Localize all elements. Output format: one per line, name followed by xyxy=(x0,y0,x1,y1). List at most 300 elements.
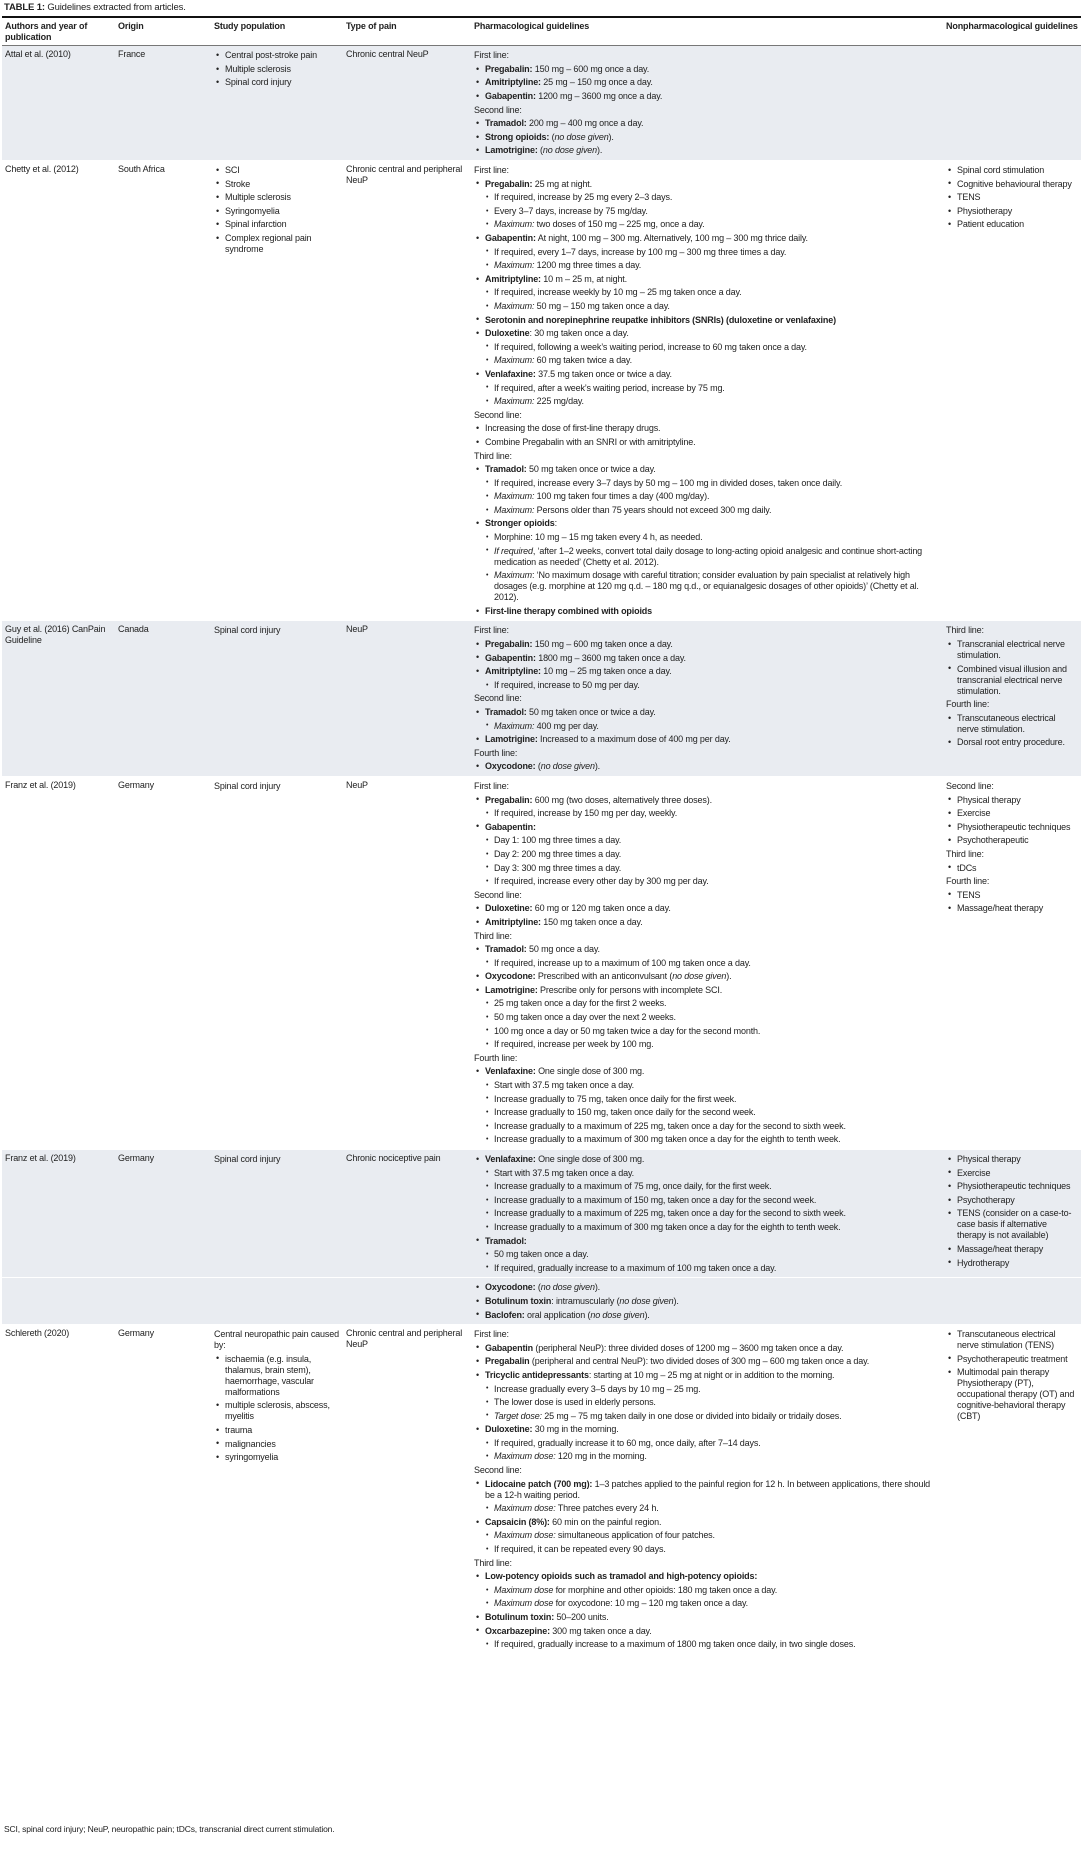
nonpharmacological-cell xyxy=(943,1149,1081,1277)
pharm-item xyxy=(474,504,940,518)
pharm-item xyxy=(474,327,940,341)
pharm-item xyxy=(474,232,940,246)
pharm-item xyxy=(474,205,940,219)
pharm-item xyxy=(474,793,940,807)
text-segment: no dose given xyxy=(619,1295,674,1306)
text-segment: Physical therapy xyxy=(957,1154,1021,1165)
text-segment: One single dose of 300 mg. xyxy=(535,1066,645,1077)
text-segment: 1800 mg – 3600 mg taken once a day. xyxy=(535,652,686,663)
text-segment: Second line: xyxy=(474,1465,522,1476)
text-segment: Botulinum toxin: xyxy=(485,1612,555,1623)
text-segment: 37.5 mg taken once or twice a day. xyxy=(535,368,672,379)
pharm-item xyxy=(474,490,940,504)
text-segment: Duloxetine: xyxy=(485,1424,533,1435)
nonpharmacological-cell xyxy=(943,46,1081,161)
header-pain-type: Type of pain xyxy=(346,21,397,31)
text-segment: Increasing the dose of first-line therapy drugs. xyxy=(485,423,661,434)
pharm-heading xyxy=(474,449,940,463)
pharm-item xyxy=(474,1065,940,1079)
header-pharmacological: Pharmacological guidelines xyxy=(474,21,590,31)
text-segment: : starting at 10 mg – 25 mg at night or in addition to the morning. xyxy=(588,1369,835,1380)
text-segment: : xyxy=(554,518,557,529)
text-segment: Maximum: xyxy=(494,300,535,311)
population-item xyxy=(214,1352,340,1399)
pharm-item xyxy=(474,1516,940,1530)
text-segment: Central neuropathic pain caused by: xyxy=(214,1329,339,1351)
population-item xyxy=(214,205,340,219)
pharm-item xyxy=(474,665,940,679)
header-population: Study population xyxy=(214,21,286,31)
text-segment: , ‘after 1–2 weeks, convert total daily dosage to long-acting opioid analgesic and continue short-acting medication as needed’ (Chetty et al. 2012). xyxy=(494,545,923,567)
text-segment: Fourth line: xyxy=(946,876,990,887)
text-segment: Maximum dose xyxy=(494,1584,554,1595)
text-segment: Low-potency opioids such as tramadol and high-potency opioids: xyxy=(485,1571,758,1582)
pain-type-cell: Chronic nociceptive pain xyxy=(343,1149,471,1277)
pharm-item xyxy=(474,569,940,605)
text-segment: Increased to a maximum dose of 400 mg per day. xyxy=(537,734,731,745)
text-segment: Physiotherapeutic techniques xyxy=(957,821,1071,832)
pharm-item xyxy=(474,902,940,916)
nonpharm-item xyxy=(946,638,1078,663)
text-segment: Pregabalin: xyxy=(485,63,533,74)
text-segment: Third line: xyxy=(474,930,512,941)
pharm-item xyxy=(474,1341,940,1355)
table-header xyxy=(2,17,1081,46)
pharm-heading xyxy=(474,929,940,943)
text-segment: Venlafaxine: xyxy=(485,368,536,379)
text-segment: Increase gradually to a maximum of 225 mg, taken once a day for the second to sixth week. xyxy=(494,1120,846,1131)
text-segment: Amitriptyline: xyxy=(485,273,541,284)
text-segment: 50 mg taken once or twice a day. xyxy=(526,464,656,475)
text-segment: Lamotrigine: xyxy=(485,145,538,156)
header-origin: Origin xyxy=(118,21,144,31)
text-segment: 60 mg taken twice a day. xyxy=(534,355,632,366)
pharm-item xyxy=(474,340,940,354)
text-segment: no dose given xyxy=(554,131,609,142)
text-segment: 400 mg per day. xyxy=(534,720,599,731)
population-heading xyxy=(214,780,340,794)
pharm-item xyxy=(474,218,940,232)
pharm-item xyxy=(474,1166,940,1180)
text-segment: Third line: xyxy=(474,1557,512,1568)
nonpharm-item xyxy=(946,1328,1078,1353)
pain-type-cell: NeuP xyxy=(346,779,368,790)
text-segment: Transcutaneous electrical nerve stimulation (TENS) xyxy=(957,1329,1056,1351)
pharm-heading xyxy=(474,624,940,638)
pharm-item xyxy=(474,1092,940,1106)
text-segment: 25 mg – 75 mg taken daily in one dose or divided into bidaily or tridaily doses. xyxy=(541,1410,842,1421)
pharmacological-cell xyxy=(471,1149,943,1277)
text-segment: Cognitive behavioural therapy xyxy=(957,178,1072,189)
pharm-heading xyxy=(474,1052,940,1066)
pharm-item xyxy=(474,916,940,930)
text-segment: Day 3: 300 mg three times a day. xyxy=(494,862,622,873)
pharm-item xyxy=(474,970,940,984)
text-segment: 25 mg – 150 mg once a day. xyxy=(540,77,653,88)
text-segment: If required, increase to 50 mg per day. xyxy=(494,679,640,690)
nonpharm-heading xyxy=(946,875,1078,889)
text-segment: Complex regional pain syndrome xyxy=(225,233,312,255)
pharm-heading xyxy=(474,1328,940,1342)
text-segment: ). xyxy=(594,761,601,772)
text-segment: If required, increase weekly by 10 mg – 25 mg taken once a day. xyxy=(494,287,742,298)
table-row xyxy=(2,776,1081,1149)
pharm-item xyxy=(474,259,940,273)
text-segment: Botulinum toxin xyxy=(485,1295,552,1306)
text-segment: ). xyxy=(594,1282,601,1293)
text-segment: If required, gradually increase it to 60 mg, once daily, after 7–14 days. xyxy=(494,1437,761,1448)
population-item xyxy=(214,1399,340,1424)
origin-cell: Germany xyxy=(115,1149,211,1277)
text-segment: 25 mg taken once a day for the first 2 weeks. xyxy=(494,998,667,1009)
text-segment: Lidocaine patch (700 mg): xyxy=(485,1478,593,1489)
nonpharm-item xyxy=(946,662,1078,698)
text-segment: Tricyclic antidepressants xyxy=(485,1369,589,1380)
population-cell xyxy=(211,160,343,620)
pharmacological-cell xyxy=(471,776,943,1149)
population-cell xyxy=(211,1324,343,1654)
authors-cell: Franz et al. (2019) xyxy=(2,1149,115,1277)
table-row xyxy=(2,160,1081,620)
text-segment: Exercise xyxy=(957,1167,991,1178)
pharm-item xyxy=(474,1194,940,1208)
text-segment: Day 1: 100 mg three times a day. xyxy=(494,835,622,846)
text-segment: If required, increase by 150 mg per day, weekly. xyxy=(494,808,678,819)
pharm-item xyxy=(474,1570,940,1584)
table-row xyxy=(2,1149,1081,1277)
text-segment: If required, it can be repeated every 90 days. xyxy=(494,1544,666,1555)
nonpharm-item xyxy=(946,205,1078,219)
text-segment: Stroke xyxy=(225,178,251,189)
nonpharm-item xyxy=(946,1207,1078,1243)
text-segment: Central post-stroke pain xyxy=(225,50,317,61)
text-segment: Oxycodone: xyxy=(485,971,536,982)
text-segment: malignancies xyxy=(225,1438,276,1449)
text-segment: Maximum: xyxy=(494,355,535,366)
text-segment: ( xyxy=(535,761,541,772)
text-segment: Spinal cord injury xyxy=(214,780,281,791)
text-segment: 150 mg – 600 mg once a day. xyxy=(532,63,650,74)
text-segment: oral application ( xyxy=(524,1309,591,1320)
text-segment: First-line therapy combined with opioids xyxy=(485,605,653,616)
text-segment: If required, following a week’s waiting period, increase to 60 mg taken once a day. xyxy=(494,341,807,352)
text-segment: If required, increase every other day by 300 mg per day. xyxy=(494,876,709,887)
nonpharmacological-cell xyxy=(943,621,1081,777)
text-segment: tDCs xyxy=(957,862,977,873)
pharm-item xyxy=(474,861,940,875)
text-segment: Physiotherapeutic techniques xyxy=(957,1181,1071,1192)
text-segment: no dose given xyxy=(672,971,727,982)
pharm-item xyxy=(474,544,940,569)
pharm-item xyxy=(474,1584,940,1598)
text-segment: 1200 mg three times a day. xyxy=(534,260,642,271)
text-segment: Spinal cord injury xyxy=(214,1154,281,1165)
pharm-item xyxy=(474,381,940,395)
text-segment: 25 mg at night. xyxy=(532,178,593,189)
population-cell xyxy=(211,46,343,161)
text-segment: If required, increase every 3–7 days by 50 mg – 100 mg in divided doses, taken once daily. xyxy=(494,477,843,488)
table-body xyxy=(2,46,1081,1655)
pain-type-cell: Chronic central and peripheral NeuP xyxy=(346,1327,463,1349)
pharm-item xyxy=(474,1281,940,1295)
pharm-item xyxy=(474,1133,940,1147)
text-segment: Exercise xyxy=(957,808,991,819)
header-nonpharmacological: Nonpharmacological guidelines xyxy=(946,21,1078,31)
population-item xyxy=(214,177,340,191)
pharm-item xyxy=(474,300,940,314)
pharm-item xyxy=(474,1369,940,1383)
text-segment: First line: xyxy=(474,780,509,791)
pharm-heading xyxy=(474,888,940,902)
text-segment: no dose given xyxy=(590,1309,645,1320)
text-segment: Pregabalin: xyxy=(485,178,533,189)
pharm-item xyxy=(474,1624,940,1638)
text-segment: for morphine and other opioids: 180 mg taken once a day. xyxy=(553,1584,778,1595)
pharm-item xyxy=(474,395,940,409)
pharm-item xyxy=(474,1477,940,1502)
population-item xyxy=(214,76,340,90)
pain-type-cell: Chronic central NeuP xyxy=(343,46,471,161)
text-segment: 1–3 patches applied to the painful region for 12 h. In between applications, there should be a 12-h waiting period. xyxy=(485,1478,931,1500)
guidelines-table xyxy=(2,16,1081,1655)
nonpharmacological-cell xyxy=(943,1324,1081,1654)
pharm-heading xyxy=(474,408,940,422)
pharm-item xyxy=(474,245,940,259)
text-segment: Second line: xyxy=(474,889,522,900)
population-heading xyxy=(214,1328,340,1353)
text-segment: TENS (consider on a case-to-case basis if alternative therapy is not available) xyxy=(957,1208,1072,1241)
table-caption xyxy=(4,2,186,13)
text-segment: 30 mg in the morning. xyxy=(532,1424,619,1435)
text-segment: ). xyxy=(644,1309,650,1320)
pain-type-cell xyxy=(343,1278,471,1325)
pharm-item xyxy=(474,848,940,862)
text-segment: Spinal infarction xyxy=(225,219,287,230)
text-segment: : ‘No maximum dosage with careful titration; consider evaluation by pain specialist at relatively high dosages (e.g. morphine at 120 mg q.d. – 180 mg q.d., or equianalgesic dosages of other opioids)’ (Chetty et al. 2012). xyxy=(494,570,919,603)
nonpharm-item xyxy=(946,1180,1078,1194)
text-segment: Tramadol: xyxy=(485,1235,527,1246)
text-segment: 150 mg – 600 mg taken once a day. xyxy=(532,639,673,650)
pharm-item xyxy=(474,1437,940,1451)
text-segment: Maximum: xyxy=(494,396,535,407)
text-segment: Amitriptyline: xyxy=(485,916,541,927)
nonpharm-item xyxy=(946,807,1078,821)
text-segment: 300 mg taken once a day. xyxy=(549,1625,652,1636)
text-segment: Oxcarbazepine: xyxy=(485,1625,550,1636)
text-segment: Transcutaneous electrical nerve stimulation. xyxy=(957,712,1056,734)
pharm-item xyxy=(474,63,940,77)
text-segment: Second line: xyxy=(474,104,522,115)
pharm-item xyxy=(474,807,940,821)
pharm-item xyxy=(474,1153,940,1167)
population-item xyxy=(214,164,340,178)
pharm-item xyxy=(474,1423,940,1437)
text-segment: 60 min on the painful region. xyxy=(549,1516,662,1527)
nonpharm-item xyxy=(946,1194,1078,1208)
text-segment: Maximum: xyxy=(494,260,535,271)
text-segment: Third line: xyxy=(946,848,984,859)
pharm-item xyxy=(474,1543,940,1557)
text-segment: First line: xyxy=(474,1329,509,1340)
pharm-item xyxy=(474,1248,940,1262)
population-item xyxy=(214,63,340,77)
text-segment: If required, increase per week by 100 mg. xyxy=(494,1039,654,1050)
text-segment: Capsaicin (8%): xyxy=(485,1516,550,1527)
text-segment: Combine Pregabalin with an SNRI or with amitriptyline. xyxy=(485,436,696,447)
text-segment: Maximum dose: xyxy=(494,1530,556,1541)
text-segment: Duloxetine: xyxy=(485,903,533,914)
pharm-item xyxy=(474,651,940,665)
pharm-item xyxy=(474,997,940,1011)
pharm-item xyxy=(474,1355,940,1369)
authors-cell: Chetty et al. (2012) xyxy=(5,163,79,174)
origin-cell: South Africa xyxy=(118,163,165,174)
authors-cell: Attal et al. (2010) xyxy=(2,46,115,161)
text-segment: If required, gradually increase to a maximum of 100 mg taken once a day. xyxy=(494,1262,777,1273)
nonpharmacological-cell xyxy=(943,1278,1081,1325)
text-segment: Serotonin and norepinephrine reupatke inhibitors (SNRIs) (duloxetine or venlafaxine) xyxy=(485,314,836,325)
pharm-item xyxy=(474,834,940,848)
text-segment: 100 mg once a day or 50 mg taken twice a day for the second month. xyxy=(494,1025,761,1036)
nonpharm-item xyxy=(946,793,1078,807)
text-segment: Lamotrigine: xyxy=(485,734,538,745)
pharm-item xyxy=(474,1106,940,1120)
pharm-item xyxy=(474,1502,940,1516)
pharm-item xyxy=(474,1597,940,1611)
text-segment: Psychotherapy xyxy=(957,1194,1015,1205)
text-segment: Patient education xyxy=(957,219,1025,230)
pharmacological-cell xyxy=(471,621,943,777)
text-segment: Maximum xyxy=(494,570,532,581)
text-segment: syringomyelia xyxy=(225,1452,279,1463)
text-segment: Oxycodone: xyxy=(485,1282,536,1293)
header-authors: Authors and year of publication xyxy=(5,21,88,42)
text-segment: Three patches every 24 h. xyxy=(555,1503,659,1514)
text-segment: ( xyxy=(549,131,555,142)
text-segment: TENS xyxy=(957,889,981,900)
text-segment: 150 mg taken once a day. xyxy=(540,916,643,927)
nonpharm-heading xyxy=(946,780,1078,794)
text-segment: 225 mg/day. xyxy=(534,396,584,407)
pharm-item xyxy=(474,1234,940,1248)
text-segment: Second line: xyxy=(946,780,994,791)
pharmacological-cell xyxy=(471,1324,943,1654)
pharm-item xyxy=(474,273,940,287)
text-segment: ( xyxy=(537,145,543,156)
text-segment: Morphine: 10 mg – 15 mg taken every 4 h, as needed. xyxy=(494,532,703,543)
nonpharmacological-cell xyxy=(943,160,1081,620)
nonpharm-item xyxy=(946,1153,1078,1167)
pharm-heading xyxy=(474,103,940,117)
text-segment: 200 mg – 400 mg once a day. xyxy=(526,118,644,129)
text-segment: Prescribe only for persons with incomplete SCI. xyxy=(537,984,723,995)
pharm-item xyxy=(474,679,940,693)
nonpharm-item xyxy=(946,164,1078,178)
text-segment: Target dose: xyxy=(494,1410,542,1421)
text-segment: Increase gradually to a maximum of 225 mg, taken once a day for the second to sixth week. xyxy=(494,1208,846,1219)
nonpharm-item xyxy=(946,888,1078,902)
text-segment: Lamotrigine: xyxy=(485,984,538,995)
pharm-item xyxy=(474,875,940,889)
pharm-item xyxy=(474,1382,940,1396)
pharm-item xyxy=(474,1024,940,1038)
pharm-item xyxy=(474,1396,940,1410)
text-segment: SCI xyxy=(225,165,240,176)
text-segment: Amitriptyline: xyxy=(485,77,541,88)
pharm-item xyxy=(474,1120,940,1134)
pharm-item xyxy=(474,476,940,490)
text-segment: no dose given xyxy=(540,1282,595,1293)
authors-cell: Schlereth (2020) xyxy=(5,1327,70,1338)
text-segment: Duloxetine xyxy=(485,328,530,339)
caption-text: Guidelines extracted from articles. xyxy=(44,2,186,13)
population-item xyxy=(214,232,340,257)
pharm-item xyxy=(474,1308,940,1322)
pharm-item xyxy=(474,286,940,300)
text-segment: Day 2: 200 mg three times a day. xyxy=(494,848,622,859)
population-cell xyxy=(211,1278,343,1325)
pharm-item xyxy=(474,76,940,90)
text-segment: Pregabalin: xyxy=(485,639,533,650)
caption-label: TABLE 1: xyxy=(4,2,45,13)
text-segment: ischaemia (e.g. insula, thalamus, brain stem), haemorrhage, vascular malformations xyxy=(225,1353,314,1397)
pharm-heading xyxy=(474,692,940,706)
pharm-item xyxy=(474,605,940,619)
text-segment: Tramadol: xyxy=(485,707,527,718)
text-segment: If required, every 1–7 days, increase by 100 mg – 300 mg three times a day. xyxy=(494,246,787,257)
text-segment: ). xyxy=(673,1295,679,1306)
text-segment: Tramadol: xyxy=(485,118,527,129)
pharm-item xyxy=(474,436,940,450)
pharm-item xyxy=(474,760,940,774)
text-segment: Gabapentin xyxy=(485,1342,534,1353)
table-row xyxy=(2,621,1081,777)
pharm-item xyxy=(474,191,940,205)
text-segment: Stronger opioids xyxy=(485,518,555,529)
origin-cell xyxy=(115,1278,211,1325)
nonpharm-heading xyxy=(946,848,1078,862)
table-footnote: SCI, spinal cord injury; NeuP, neuropathic pain; tDCs, transcranial direct current stimulation. xyxy=(4,1824,335,1834)
text-segment: 50–200 units. xyxy=(554,1612,609,1623)
population-heading xyxy=(214,1153,340,1167)
text-segment: One single dose of 300 mg. xyxy=(535,1154,645,1165)
authors-cell: Guy et al. (2016) CanPain Guideline xyxy=(2,621,115,777)
text-segment: : intramuscularly ( xyxy=(551,1295,620,1306)
nonpharm-item xyxy=(946,902,1078,916)
text-segment: First line: xyxy=(474,165,509,176)
text-segment: two doses of 150 mg – 225 mg, once a day. xyxy=(534,219,705,230)
population-item xyxy=(214,1437,340,1451)
pharm-item xyxy=(474,1038,940,1052)
text-segment: Increase gradually to a maximum of 300 mg taken once a day for the eighth to tenth week. xyxy=(494,1134,841,1145)
text-segment: Multimodal pain therapy Physiotherapy (PT), occupational therapy (OT) and cognitive-behavioral therapy (CBT) xyxy=(957,1367,1075,1422)
nonpharm-item xyxy=(946,1256,1078,1270)
text-segment: If required xyxy=(494,545,533,556)
text-segment: Venlafaxine: xyxy=(485,1154,536,1165)
pharm-item xyxy=(474,1261,940,1275)
text-segment: First line: xyxy=(474,625,509,636)
nonpharm-item xyxy=(946,736,1078,750)
pharm-item xyxy=(474,1611,940,1625)
text-segment: ). xyxy=(608,131,614,142)
population-item xyxy=(214,1424,340,1438)
pharm-item xyxy=(474,956,940,970)
text-segment: for oxycodone: 10 mg – 120 mg taken once a day. xyxy=(553,1598,748,1609)
pharm-item xyxy=(474,144,940,158)
pharm-item xyxy=(474,1409,940,1423)
population-item xyxy=(214,191,340,205)
text-segment: If required, after a week’s waiting period, increase by 75 mg. xyxy=(494,382,725,393)
